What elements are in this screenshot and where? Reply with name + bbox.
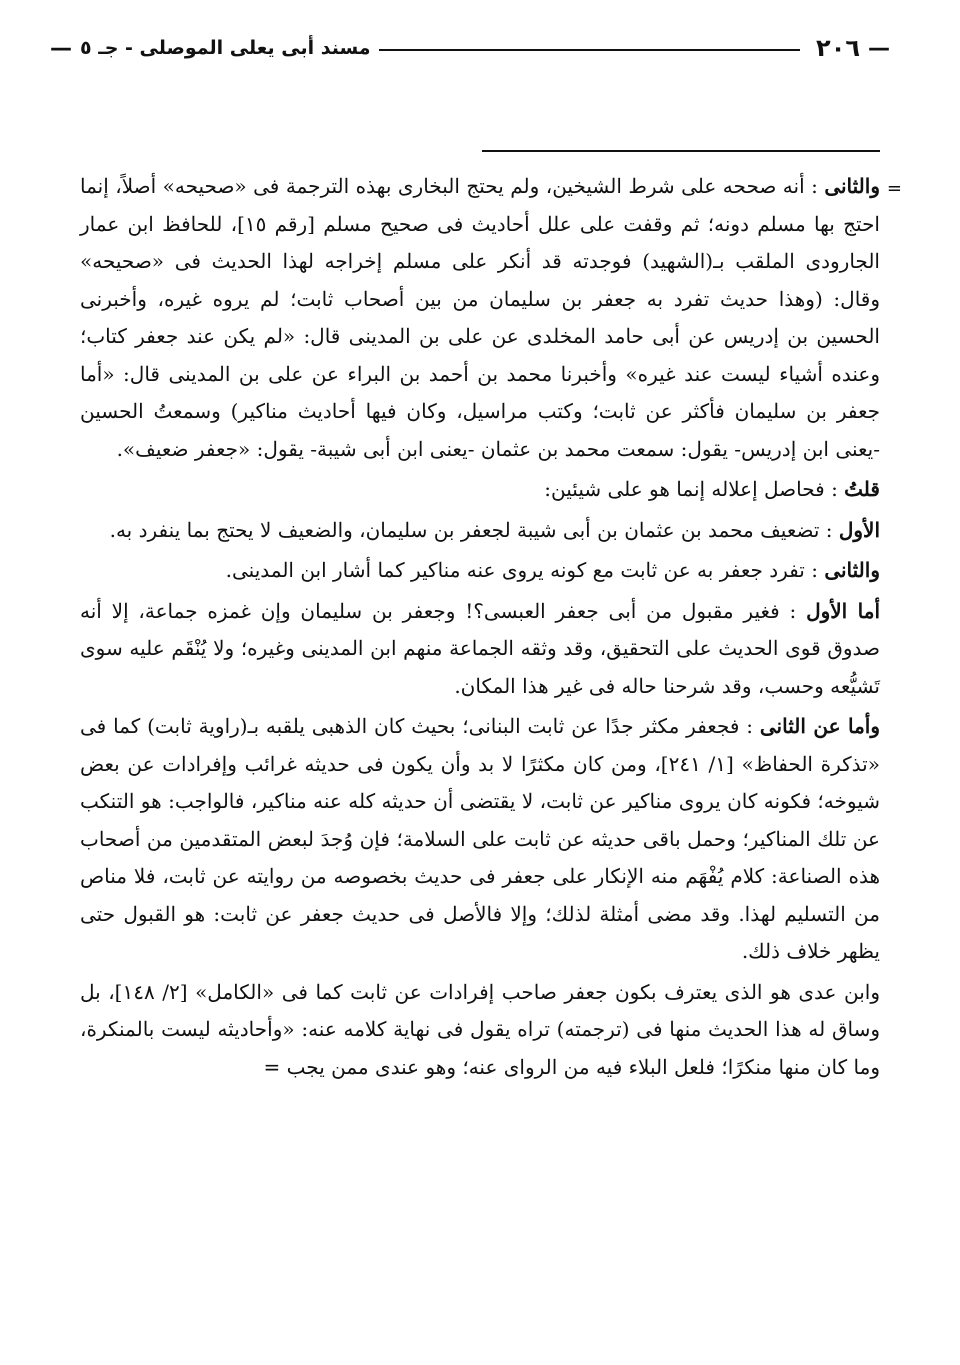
paragraph-lead: أما الأول bbox=[806, 598, 880, 623]
footnote-paragraph bbox=[80, 974, 880, 1087]
paragraph-lead: الأول bbox=[838, 517, 880, 542]
paragraph-text: : تضعيف محمد بن عثمان بن أبى شيبة لجعفر بن سليمان، والضعيف لا يحتج بما ينفرد به. bbox=[109, 517, 833, 542]
book-title: مسند أبى يعلى الموصلى - جـ ٥ bbox=[80, 37, 371, 59]
paragraph-text: : فغير مقبول من أبى جعفر العبسى؟! وجعفر بن سليمان وإن غمزه جماعة، إلا أنه صدوق قوى الحديث على التحقيق، وقد وثقه الجماعة منهم ابن المدينى وغيره؛ ولا يُنْقَم عليه سوى تَشيُّعه وحسب، وقد شرحنا حاله فى غير هذا المكان. bbox=[80, 598, 880, 698]
footnote-paragraph bbox=[80, 552, 880, 590]
continuation-mark: = bbox=[886, 178, 902, 199]
page-number: ٢٠٦ bbox=[816, 34, 860, 62]
footnote-paragraph bbox=[80, 512, 880, 550]
paragraph-text: : فجعفر مكثر جدًا عن ثابت البنانى؛ بحيث كان الذهبى يلقبه بـ(راوية ثابت) كما فى «تذكرة الحفاظ» [١/ ٢٤١]، ومن كان مكثرًا لا بد وأن يكون فى حديثه غرائب وإفرادات عن بعض شيوخه؛ فكونه كان يروى مناكير عن ثابت، لا يقتضى أن حديثه كله عنه مناكير، فالواجب: هو التنكب عن تلك المناكير؛ وحمل باقى حديثه عن ثابت على السلامة؛ فإن وُجدَ لبعض المتقدمين من أصحاب هذه الصناعة: كلام يُفْهَم منه الإنكار على جعفر فى حديث بخصوصه من روايته عن ثابت، فلا مناص من التسليم لهذا. وقد مضى أمثلة لذلك؛ وإلا فالأصل فى حديث جعفر عن ثابت: هو القبول حتى يظهر خلاف ذلك. bbox=[80, 714, 880, 963]
header-trailing-dash: — bbox=[50, 35, 72, 61]
running-header bbox=[50, 30, 890, 66]
continuation-end-mark: = bbox=[263, 1054, 281, 1079]
footnote-body bbox=[80, 168, 880, 1089]
footnote-paragraph bbox=[80, 471, 880, 509]
footnote-paragraph bbox=[80, 168, 880, 468]
paragraph-lead: والثانى bbox=[824, 558, 880, 582]
paragraph-text: : فحاصل إعلاله إنما هو على شيئين: bbox=[544, 477, 838, 501]
paragraph-lead: والثانى bbox=[824, 174, 880, 198]
footnote-separator bbox=[482, 150, 880, 152]
paragraph-lead: قلتُ bbox=[844, 477, 880, 501]
header-rule bbox=[379, 49, 801, 51]
paragraph-text: وابن عدى هو الذى يعترف بكون جعفر صاحب إفرادات عن ثابت كما فى «الكامل» [٢/ ١٤٨]، بل وساق له هذا الحديث منها فى (ترجمته) تراه يقول فى نهاية كلامه عنه: «وأحاديثه ليست بالمنكرة، وما كان منها منكرًا؛ فلعل البلاء فيه من الرواى عنه؛ وهو عندى ممن يجب bbox=[80, 979, 881, 1079]
footnote-paragraph bbox=[80, 708, 880, 971]
header-dash: — bbox=[868, 35, 890, 61]
paragraph-lead: وأما عن الثانى bbox=[759, 714, 881, 738]
footnote-paragraph bbox=[80, 593, 880, 706]
paragraph-text: : أنه صححه على شرط الشيخين، ولم يحتج البخارى بهذه الترجمة فى «صحيحه» أصلاً، إنما احتج بها مسلم دونه؛ ثم وقفت على علل أحاديث فى صحيح مسلم [رقم ١٥]، للحافظ ابن عمار الجارودى الملقب بـ(الشهيد) فوجدته قد أنكر على مسلم إخراجه لهذا الحديث فى «صحيحه» وقال: (وهذا حديث تفرد به جعفر بن سليمان من بين أصحاب ثابت؛ لم يروه غيره، وأخبرنى الحسين بن إدريس عن أبى حامد المخلدى عن على بن المدينى قال: «لم يكن عند جعفر كتاب؛ وعنده أشياء ليست عند غيره» وأخبرنا محمد بن أحمد بن البراء عن على بن المدينى قال: «أما جعفر بن سليمان فأكثر عن ثابت؛ وكتب مراسيل، وكان فيها أحاديث مناكير) وسمعتُ الحسين -يعنى ابن إدريس- يقول: سمعت محمد بن عثمان -يعنى ابن أبى شيبة- يقول: «جعفر ضعيف». bbox=[80, 174, 880, 461]
paragraph-text: : تفرد جعفر به عن ثابت مع كونه يروى عنه مناكير كما أشار ابن المدينى. bbox=[225, 558, 818, 582]
